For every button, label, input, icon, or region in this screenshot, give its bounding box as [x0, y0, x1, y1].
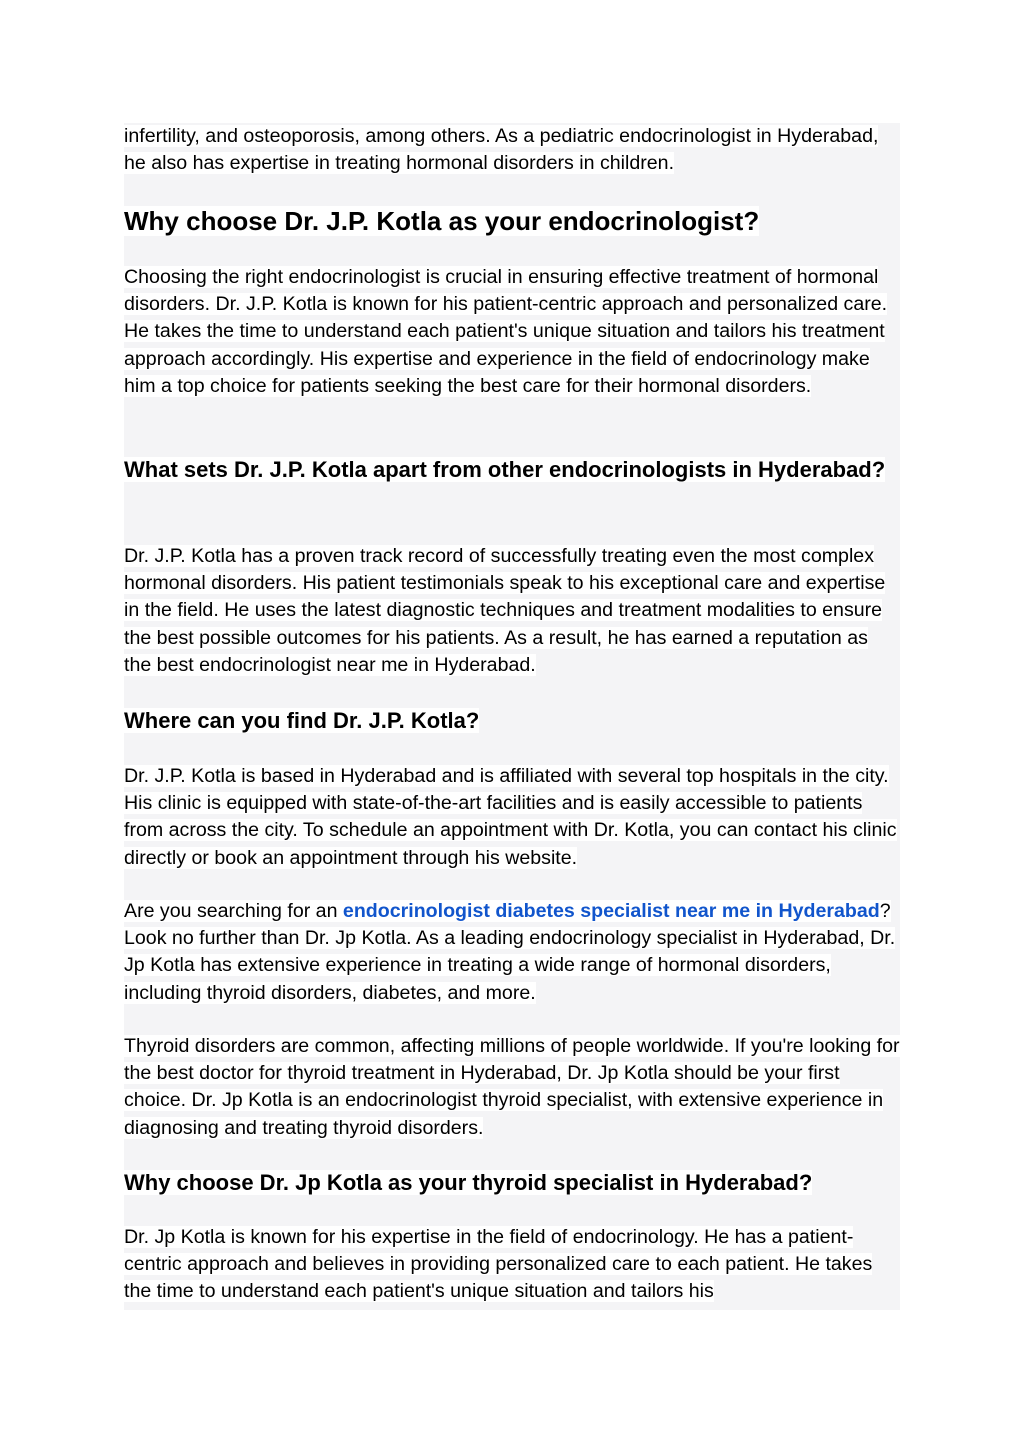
thyroid-paragraph [124, 1033, 900, 1142]
heading-thyroid-why [124, 1167, 900, 1199]
searching-paragraph-block [124, 898, 900, 1007]
diabetes-specialist-link[interactable]: endocrinologist diabetes specialist near me in Hyderabad [342, 900, 880, 922]
heading-why-choose-text: Why choose Dr. J.P. Kotla as your endocrinologist? [124, 206, 760, 236]
sets-apart-paragraph [124, 543, 900, 679]
sets-apart-paragraph-text: Dr. J.P. Kotla has a proven track record of successfully treating even the most complex hormonal disorders. His patient testimonials speak to his exceptional care and expertise in the field. He uses the latest diagnostic techniques and treatment modalities to ensure the best possible outcomes for his patients. As a result, he has earned a reputation as the best endocrinologist near me in Hyderabad. [124, 545, 886, 676]
thyroid-why-paragraph-block [124, 1224, 900, 1306]
intro-paragraph-text: infertility, and osteoporosis, among others. As a pediatric endocrinologist in Hyderabad, he also has expertise in treating hormonal disorders in children. [124, 125, 879, 175]
thyroid-paragraph-block [124, 1033, 900, 1142]
searching-text-after: ? Look no further than Dr. Jp Kotla. As a leading endocrinology specialist in Hyderabad, Dr. Jp Kotla has extensive experience in treating a wide range of hormonal disorders, including thyroid disorders, diabetes, and more. [124, 900, 896, 1004]
heading-where [124, 705, 900, 737]
heading-where-text: Where can you find Dr. J.P. Kotla? [124, 708, 480, 733]
why-choose-paragraph-text: Choosing the right endocrinologist is crucial in ensuring effective treatment of hormonal disorders. Dr. J.P. Kotla is known for his patient-centric approach and personalized care. He takes the time to understand each patient's unique situation and tailors his treatment approach accordingly. His expertise and experience in the field of endocrinology make him a top choice for patients seeking the best care for their hormonal disorders. [124, 266, 888, 397]
heading-why-choose [124, 204, 900, 238]
heading-thyroid-why-text: Why choose Dr. Jp Kotla as your thyroid specialist in Hyderabad? [124, 1170, 813, 1195]
where-paragraph [124, 763, 900, 872]
document-content [124, 123, 900, 1310]
thyroid-why-paragraph-text: Dr. Jp Kotla is known for his expertise in the field of endocrinology. He has a patient-centric approach and believes in providing personalized care to each patient. He takes the time to understand each patient's unique situation and tailors his [124, 1226, 873, 1303]
intro-paragraph-block [124, 123, 900, 177]
why-choose-paragraph [124, 264, 900, 400]
searching-paragraph [124, 898, 900, 1007]
heading-sets-apart [124, 454, 900, 486]
where-paragraph-text: Dr. J.P. Kotla is based in Hyderabad and is affiliated with several top hospitals in the city. His clinic is equipped with state-of-the-art facilities and is easily accessible to patients from across the city. To schedule an appointment with Dr. Kotla, you can contact his clinic directly or book an appointment through his website. [124, 765, 897, 869]
thyroid-paragraph-text: Thyroid disorders are common, affecting millions of people worldwide. If you're looking for the best doctor for thyroid treatment in Hyderabad, Dr. Jp Kotla should be your first choice. Dr. Jp Kotla is an endocrinologist thyroid specialist, with extensive experience in diagnosing and treating thyroid disorders. [124, 1035, 900, 1139]
heading-why-choose-block [124, 204, 900, 238]
intro-paragraph [124, 123, 900, 177]
heading-thyroid-why-block [124, 1167, 900, 1199]
heading-sets-apart-block [124, 454, 900, 486]
heading-sets-apart-text: What sets Dr. J.P. Kotla apart from other endocrinologists in Hyderabad? [124, 457, 886, 482]
where-paragraph-block [124, 763, 900, 872]
heading-where-block [124, 705, 900, 737]
searching-text-before: Are you searching for an [124, 900, 343, 922]
why-choose-paragraph-block [124, 264, 900, 400]
sets-apart-paragraph-block [124, 543, 900, 679]
thyroid-why-paragraph [124, 1224, 900, 1306]
